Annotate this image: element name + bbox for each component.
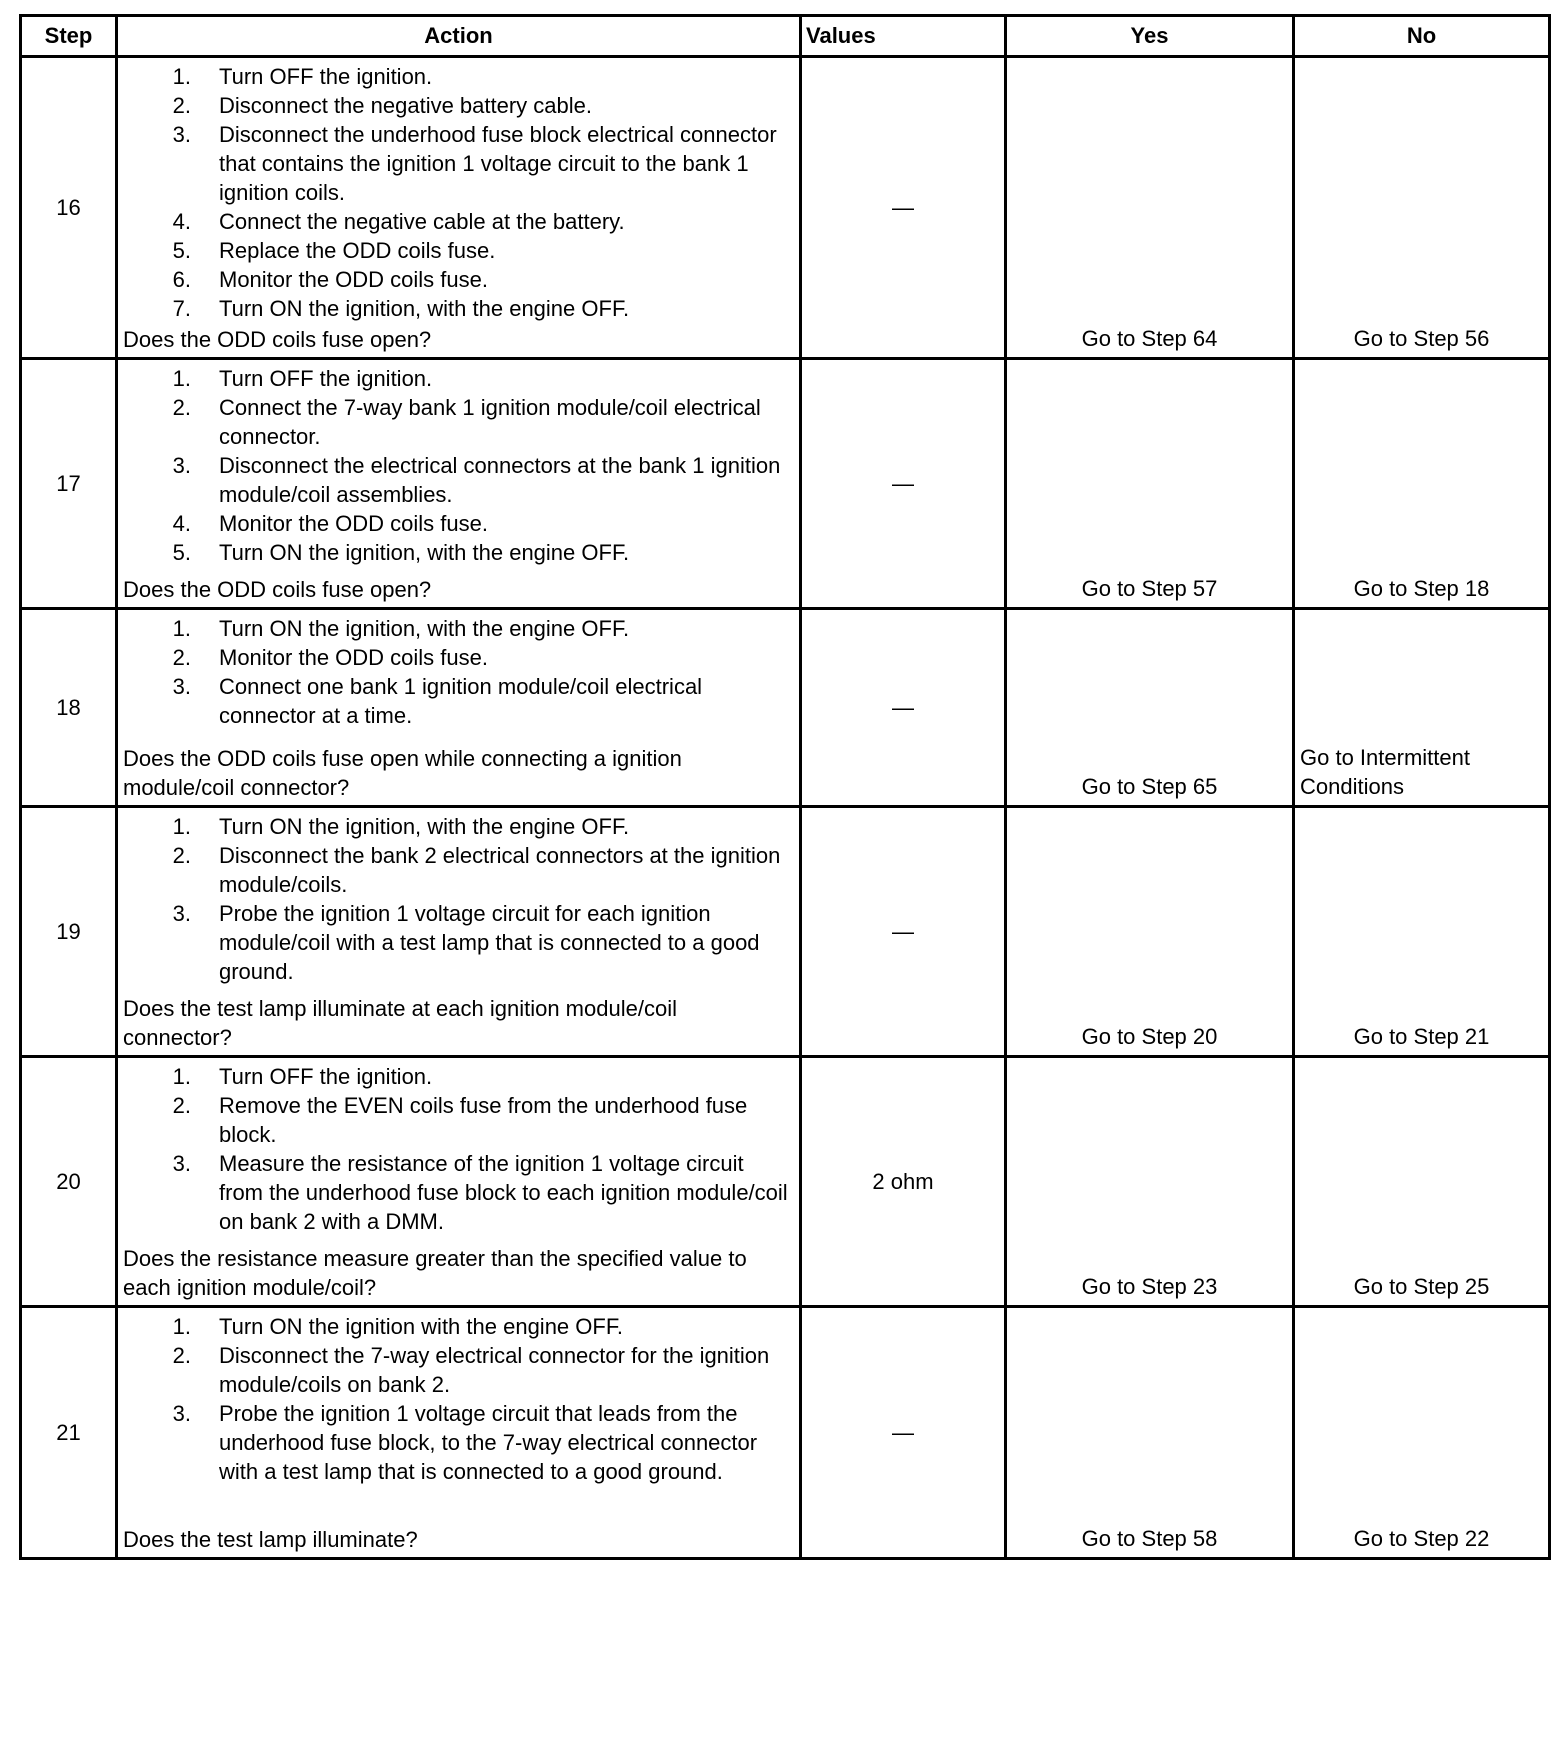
action-step-text: Connect the 7-way bank 1 ignition module/coil electrical connector. bbox=[219, 395, 761, 449]
action-cell bbox=[117, 57, 801, 359]
action-step-number: 2. bbox=[172, 645, 191, 670]
action-step-text: Disconnect the electrical connectors at the bank 1 ignition module/coil assemblies. bbox=[219, 453, 781, 507]
list-item bbox=[118, 265, 789, 294]
action-step-text: Turn OFF the ignition. bbox=[219, 64, 433, 89]
action-step-text: Turn OFF the ignition. bbox=[219, 1064, 433, 1089]
list-item bbox=[118, 236, 789, 265]
action-steps-list bbox=[118, 1308, 799, 1486]
no-cell bbox=[1294, 1307, 1550, 1559]
action-step-number: 5. bbox=[172, 540, 191, 565]
action-step-text: Turn OFF the ignition. bbox=[219, 366, 433, 391]
action-step-number: 1. bbox=[172, 1314, 191, 1339]
list-item bbox=[118, 841, 789, 899]
table-row bbox=[21, 1307, 1550, 1559]
step-number: 16 bbox=[21, 57, 117, 359]
yes-goto-link[interactable]: Go to Step 58 bbox=[1081, 1526, 1218, 1551]
action-step-text: Replace the ODD coils fuse. bbox=[219, 238, 496, 263]
no-cell bbox=[1294, 57, 1550, 359]
yes-goto-link[interactable]: Go to Step 65 bbox=[1081, 774, 1218, 799]
action-step-number: 1. bbox=[172, 366, 191, 391]
list-item bbox=[118, 294, 789, 323]
list-item bbox=[118, 393, 789, 451]
no-cell bbox=[1294, 1057, 1550, 1307]
action-step-number: 7. bbox=[172, 296, 191, 321]
action-question: Does the ODD coils fuse open while connecting a ignition module/coil connector? bbox=[123, 746, 682, 800]
list-item bbox=[118, 1312, 789, 1341]
yes-goto-link[interactable]: Go to Step 20 bbox=[1081, 1024, 1218, 1049]
action-step-text: Probe the ignition 1 voltage circuit that leads from the underhood fuse block, to the 7-way electrical connector with a test lamp that is connected to a good ground. bbox=[219, 1401, 758, 1484]
action-step-number: 1. bbox=[172, 616, 191, 641]
action-step-number: 1. bbox=[172, 1064, 191, 1089]
no-goto-link[interactable]: Go to Step 25 bbox=[1353, 1274, 1490, 1299]
list-item bbox=[118, 62, 789, 91]
table-row bbox=[21, 1057, 1550, 1307]
action-cell bbox=[117, 807, 801, 1057]
action-step-text: Probe the ignition 1 voltage circuit for each ignition module/coil with a test lamp that is connected to a good ground. bbox=[219, 901, 760, 984]
list-item bbox=[118, 91, 789, 120]
action-step-text: Disconnect the 7-way electrical connector for the ignition module/coils on bank 2. bbox=[219, 1343, 770, 1397]
action-step-number: 4. bbox=[172, 511, 191, 536]
list-item bbox=[118, 451, 789, 509]
action-step-text: Disconnect the bank 2 electrical connectors at the ignition module/coils. bbox=[219, 843, 781, 897]
list-item bbox=[118, 1062, 789, 1091]
value-cell: — bbox=[801, 609, 1006, 807]
action-step-number: 2. bbox=[172, 1093, 191, 1118]
value-cell: — bbox=[801, 1307, 1006, 1559]
action-step-text: Monitor the ODD coils fuse. bbox=[219, 267, 488, 292]
list-item bbox=[118, 672, 789, 730]
action-step-text: Turn ON the ignition, with the engine OFF. bbox=[219, 296, 630, 321]
step-number: 17 bbox=[21, 359, 117, 609]
no-cell bbox=[1294, 359, 1550, 609]
action-step-text: Disconnect the negative battery cable. bbox=[219, 93, 593, 118]
no-goto-link[interactable]: Go to Step 56 bbox=[1353, 326, 1490, 351]
header-values: Values bbox=[801, 16, 1006, 57]
action-step-text: Turn ON the ignition, with the engine OFF. bbox=[219, 616, 630, 641]
step-number: 19 bbox=[21, 807, 117, 1057]
action-step-text: Remove the EVEN coils fuse from the underhood fuse block. bbox=[219, 1093, 748, 1147]
table-row bbox=[21, 57, 1550, 359]
action-question: Does the test lamp illuminate? bbox=[123, 1527, 418, 1552]
list-item bbox=[118, 1091, 789, 1149]
no-goto-link[interactable]: Go to Step 18 bbox=[1353, 576, 1490, 601]
no-cell bbox=[1294, 609, 1550, 807]
value-cell: — bbox=[801, 359, 1006, 609]
action-step-number: 4. bbox=[172, 209, 191, 234]
action-question: Does the ODD coils fuse open? bbox=[123, 327, 432, 352]
action-step-number: 3. bbox=[172, 674, 191, 699]
action-steps-list bbox=[118, 58, 799, 323]
action-step-text: Monitor the ODD coils fuse. bbox=[219, 511, 488, 536]
action-step-text: Turn ON the ignition with the engine OFF. bbox=[219, 1314, 623, 1339]
header-action: Action bbox=[117, 16, 801, 57]
action-step-number: 1. bbox=[172, 814, 191, 839]
step-number: 21 bbox=[21, 1307, 117, 1559]
action-step-number: 2. bbox=[172, 395, 191, 420]
yes-goto-link[interactable]: Go to Step 64 bbox=[1081, 326, 1218, 351]
table-row bbox=[21, 807, 1550, 1057]
action-cell bbox=[117, 1307, 801, 1559]
yes-cell bbox=[1006, 359, 1294, 609]
action-step-text: Turn ON the ignition, with the engine OFF. bbox=[219, 540, 630, 565]
action-step-number: 3. bbox=[172, 1151, 191, 1176]
yes-cell bbox=[1006, 1057, 1294, 1307]
action-step-number: 3. bbox=[172, 1401, 191, 1426]
action-step-number: 6. bbox=[172, 267, 191, 292]
table-row bbox=[21, 609, 1550, 807]
list-item bbox=[118, 509, 789, 538]
action-steps-list bbox=[118, 808, 799, 986]
list-item bbox=[118, 1149, 789, 1236]
yes-goto-link[interactable]: Go to Step 23 bbox=[1081, 1274, 1218, 1299]
action-steps-list bbox=[118, 360, 799, 567]
action-cell bbox=[117, 359, 801, 609]
yes-cell bbox=[1006, 57, 1294, 359]
step-number: 18 bbox=[21, 609, 117, 807]
list-item bbox=[118, 899, 789, 986]
value-cell: — bbox=[801, 57, 1006, 359]
action-step-text: Measure the resistance of the ignition 1 voltage circuit from the underhood fuse block to each ignition module/coil on bank 2 with a DMM. bbox=[219, 1151, 788, 1234]
action-step-number: 3. bbox=[172, 901, 191, 926]
value-cell: — bbox=[801, 807, 1006, 1057]
action-cell bbox=[117, 1057, 801, 1307]
action-step-text: Turn ON the ignition, with the engine OFF. bbox=[219, 814, 630, 839]
action-step-number: 5. bbox=[172, 238, 191, 263]
action-step-text: Disconnect the underhood fuse block electrical connector that contains the ignition 1 voltage circuit to the bank 1 ignition coils. bbox=[219, 122, 777, 205]
action-step-number: 1. bbox=[172, 64, 191, 89]
action-step-text: Connect one bank 1 ignition module/coil electrical connector at a time. bbox=[219, 674, 703, 728]
action-step-text: Monitor the ODD coils fuse. bbox=[219, 645, 488, 670]
header-step: Step bbox=[21, 16, 117, 57]
header-yes: Yes bbox=[1006, 16, 1294, 57]
yes-cell bbox=[1006, 807, 1294, 1057]
list-item bbox=[118, 207, 789, 236]
no-cell bbox=[1294, 807, 1550, 1057]
action-question: Does the test lamp illuminate at each ignition module/coil connector? bbox=[123, 996, 677, 1050]
list-item bbox=[118, 1399, 789, 1486]
yes-cell bbox=[1006, 609, 1294, 807]
header-no: No bbox=[1294, 16, 1550, 57]
action-step-number: 2. bbox=[172, 1343, 191, 1368]
action-question: Does the ODD coils fuse open? bbox=[123, 577, 432, 602]
list-item bbox=[118, 812, 789, 841]
no-goto-link[interactable]: Go to Step 21 bbox=[1353, 1024, 1490, 1049]
table-row bbox=[21, 359, 1550, 609]
step-number: 20 bbox=[21, 1057, 117, 1307]
header-row bbox=[21, 16, 1550, 57]
diagnostic-table bbox=[19, 14, 1551, 1560]
no-goto-link[interactable]: Go to Step 22 bbox=[1353, 1526, 1490, 1551]
action-step-number: 3. bbox=[172, 453, 191, 478]
list-item bbox=[118, 643, 789, 672]
action-step-number: 3. bbox=[172, 122, 191, 147]
action-step-number: 2. bbox=[172, 843, 191, 868]
action-steps-list bbox=[118, 610, 799, 730]
yes-cell bbox=[1006, 1307, 1294, 1559]
yes-goto-link[interactable]: Go to Step 57 bbox=[1081, 576, 1218, 601]
action-steps-list bbox=[118, 1058, 799, 1236]
list-item bbox=[118, 120, 789, 207]
action-cell bbox=[117, 609, 801, 807]
list-item bbox=[118, 538, 789, 567]
no-goto-link[interactable]: Go to Intermittent Conditions bbox=[1300, 745, 1470, 799]
action-step-number: 2. bbox=[172, 93, 191, 118]
list-item bbox=[118, 614, 789, 643]
action-step-text: Connect the negative cable at the battery. bbox=[219, 209, 625, 234]
action-question: Does the resistance measure greater than the specified value to each ignition module/coil? bbox=[123, 1246, 747, 1300]
value-cell: 2 ohm bbox=[801, 1057, 1006, 1307]
list-item bbox=[118, 364, 789, 393]
list-item bbox=[118, 1341, 789, 1399]
